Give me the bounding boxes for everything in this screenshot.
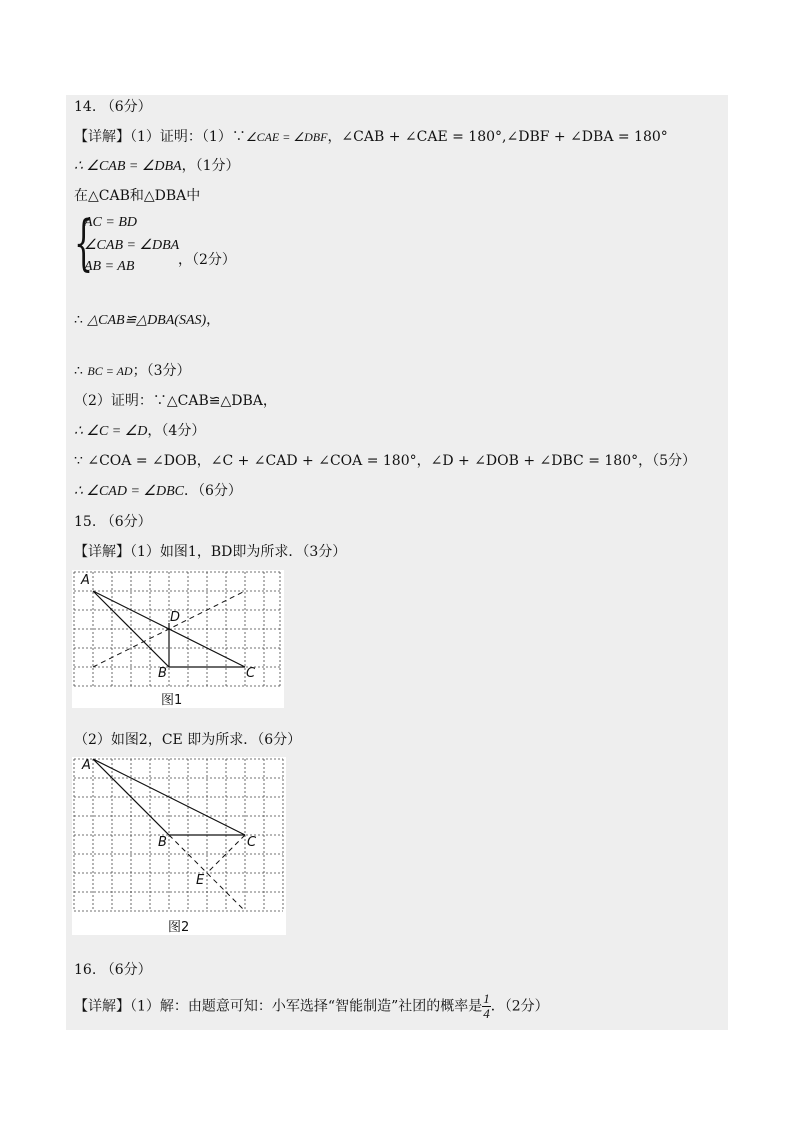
sys-row: AC = BD bbox=[84, 215, 137, 230]
q14-line1-a: 【详解】（1）证明：（1）∵ bbox=[74, 129, 246, 145]
q14-line1-c: ，∠CAB + ∠CAE = 180°,∠DBF + ∠DBA = 180° bbox=[327, 129, 668, 145]
brace-icon: { bbox=[74, 208, 94, 278]
fraction-numerator: 1 bbox=[483, 991, 490, 1006]
label-B: B bbox=[158, 835, 167, 850]
q15-part1: 【详解】（1）如图1，BD即为所求．（3分） bbox=[74, 544, 347, 560]
figure-1 bbox=[72, 570, 284, 708]
q14-line2-b: ，（1分） bbox=[181, 158, 240, 174]
label-E: E bbox=[196, 873, 205, 888]
q16-header: 16. （6分） bbox=[74, 962, 152, 978]
figure-1-caption: 图1 bbox=[161, 693, 183, 708]
q14-line3: 在△CAB和△DBA中 bbox=[74, 188, 201, 204]
fraction-denominator: 4 bbox=[483, 1006, 490, 1021]
q14-line4-b: △CAB≌△DBA(SAS) bbox=[87, 313, 207, 328]
q14-line1 bbox=[74, 128, 668, 146]
label-C: C bbox=[246, 666, 256, 681]
q15-part2: （2）如图2，CE 即为所求．（6分） bbox=[74, 732, 302, 748]
q14-line9-b: ．（6分） bbox=[183, 483, 242, 499]
q14-line2 bbox=[74, 157, 240, 176]
sys-row: ∠CAB = ∠DBA bbox=[84, 238, 180, 253]
q14-line2-a: ∴ ∠CAB = ∠DBA bbox=[74, 159, 182, 174]
q16-part1-b: ．（2分） bbox=[490, 998, 549, 1015]
q16-part1-a: 【详解】（1）解：由题意可知：小军选择“智能制造”社团的概率是 bbox=[74, 998, 483, 1015]
label-B: B bbox=[158, 666, 167, 681]
q14-line1-b: ∠CAE = ∠DBF bbox=[245, 130, 328, 144]
q14-line4-a: ∴ bbox=[74, 312, 88, 328]
q16-part1 bbox=[74, 992, 549, 1021]
q14-line6: （2）证明：∵△CAB≌△DBA， bbox=[74, 393, 277, 409]
q14-equation-system bbox=[74, 208, 294, 279]
q14-line8: ∵ ∠COA = ∠DOB，∠C + ∠CAD + ∠COA = 180°，∠D + ∠DOB + ∠DBC = 180°，（5分） bbox=[74, 453, 697, 469]
figure-2-caption: 图2 bbox=[168, 920, 190, 935]
sys-score: ，（2分） bbox=[178, 252, 236, 268]
q14-line9 bbox=[74, 482, 242, 501]
sys-row: AB = AB bbox=[84, 259, 135, 274]
figure-2 bbox=[72, 757, 286, 935]
q14-line9-a: ∴ ∠CAD = ∠DBC bbox=[74, 484, 184, 499]
figure-1-grid bbox=[72, 570, 284, 708]
label-A: A bbox=[81, 573, 90, 588]
q14-line7-b: ，（4分） bbox=[147, 423, 206, 439]
label-C: C bbox=[247, 835, 257, 850]
q15-header: 15. （6分） bbox=[74, 514, 152, 530]
q14-line5 bbox=[74, 362, 191, 380]
q14-line4 bbox=[74, 311, 220, 330]
q14-line5-b: BC = AD bbox=[87, 364, 133, 378]
label-D: D bbox=[170, 610, 181, 625]
q14-line7 bbox=[74, 422, 205, 441]
q14-line5-c: ；（3分） bbox=[132, 363, 191, 379]
q14-line4-c: ， bbox=[206, 312, 221, 328]
fraction bbox=[482, 992, 491, 1021]
q14-line7-a: ∴ ∠C = ∠D bbox=[74, 424, 148, 439]
q14-line5-a: ∴ bbox=[74, 363, 88, 379]
label-A: A bbox=[82, 758, 91, 773]
q14-header: 14. （6分） bbox=[74, 99, 152, 115]
